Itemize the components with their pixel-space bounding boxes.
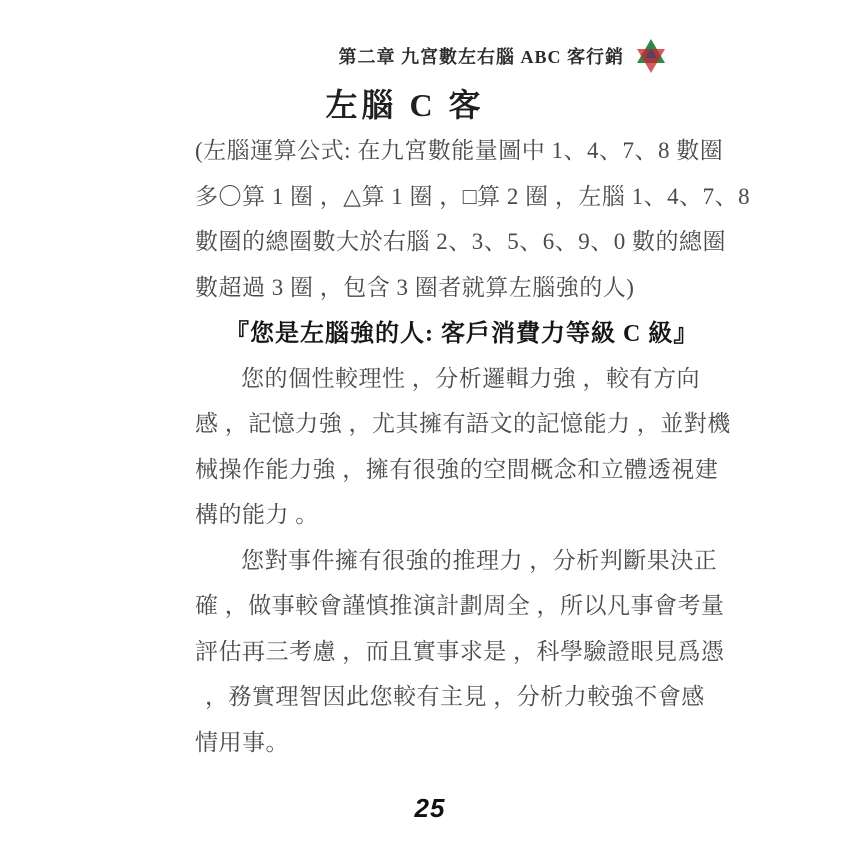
formula-line: (左腦運算公式: 在九宮數能量圖中 1、4、7、8 數圈 [195, 138, 724, 164]
paragraph-line: 械操作能力強 ，擁有很強的空間概念和立體透視建 [195, 456, 719, 482]
paragraph-line: ，務實理智因此您較有主見 ，分析力較強不會感 [205, 684, 705, 710]
hexagram-star-icon [634, 38, 668, 74]
paragraph-line: 評估再三考慮 ，而且實事求是 ，科學驗證眼見爲憑 [195, 638, 725, 664]
paragraph-line: 您的個性較理性 ，分析邏輯力強 ，較有方向 [241, 365, 700, 391]
page-number: 25 [414, 793, 446, 823]
paragraph-line: 您對事件擁有很強的推理力 ，分析判斷果決正 [241, 547, 718, 573]
paragraph-line: 感 ，記憶力強 ，尤其擁有語文的記憶能力 ，並對機 [195, 411, 731, 437]
running-header [0, 38, 668, 74]
formula-line: 多〇算 1 圈 ，△算 1 圈 ，□算 2 圈 ，左腦 1、4、7、8 [195, 183, 751, 209]
highlight-line: 『您是左腦強的人: 客戶消費力等級 C 級』 [225, 321, 699, 348]
paragraph-line: 情用事。 [195, 729, 289, 755]
paragraph-line: 確 ，做事較會謹慎推演計劃周全 ，所以凡事會考量 [195, 593, 725, 619]
page-title: 左腦 C 客 [325, 87, 485, 123]
chapter-header-text: 第二章 九宮數左右腦 ABC 客行銷 [338, 47, 624, 67]
formula-line: 數超過 3 圈 ，包含 3 圈者就算左腦強的人) [195, 274, 635, 300]
body-text-block [195, 126, 751, 763]
paragraph-line: 構的能力 。 [195, 502, 319, 528]
formula-line: 數圈的總圈數大於右腦 2、3、5、6、9、0 數的總圈 [195, 229, 726, 255]
